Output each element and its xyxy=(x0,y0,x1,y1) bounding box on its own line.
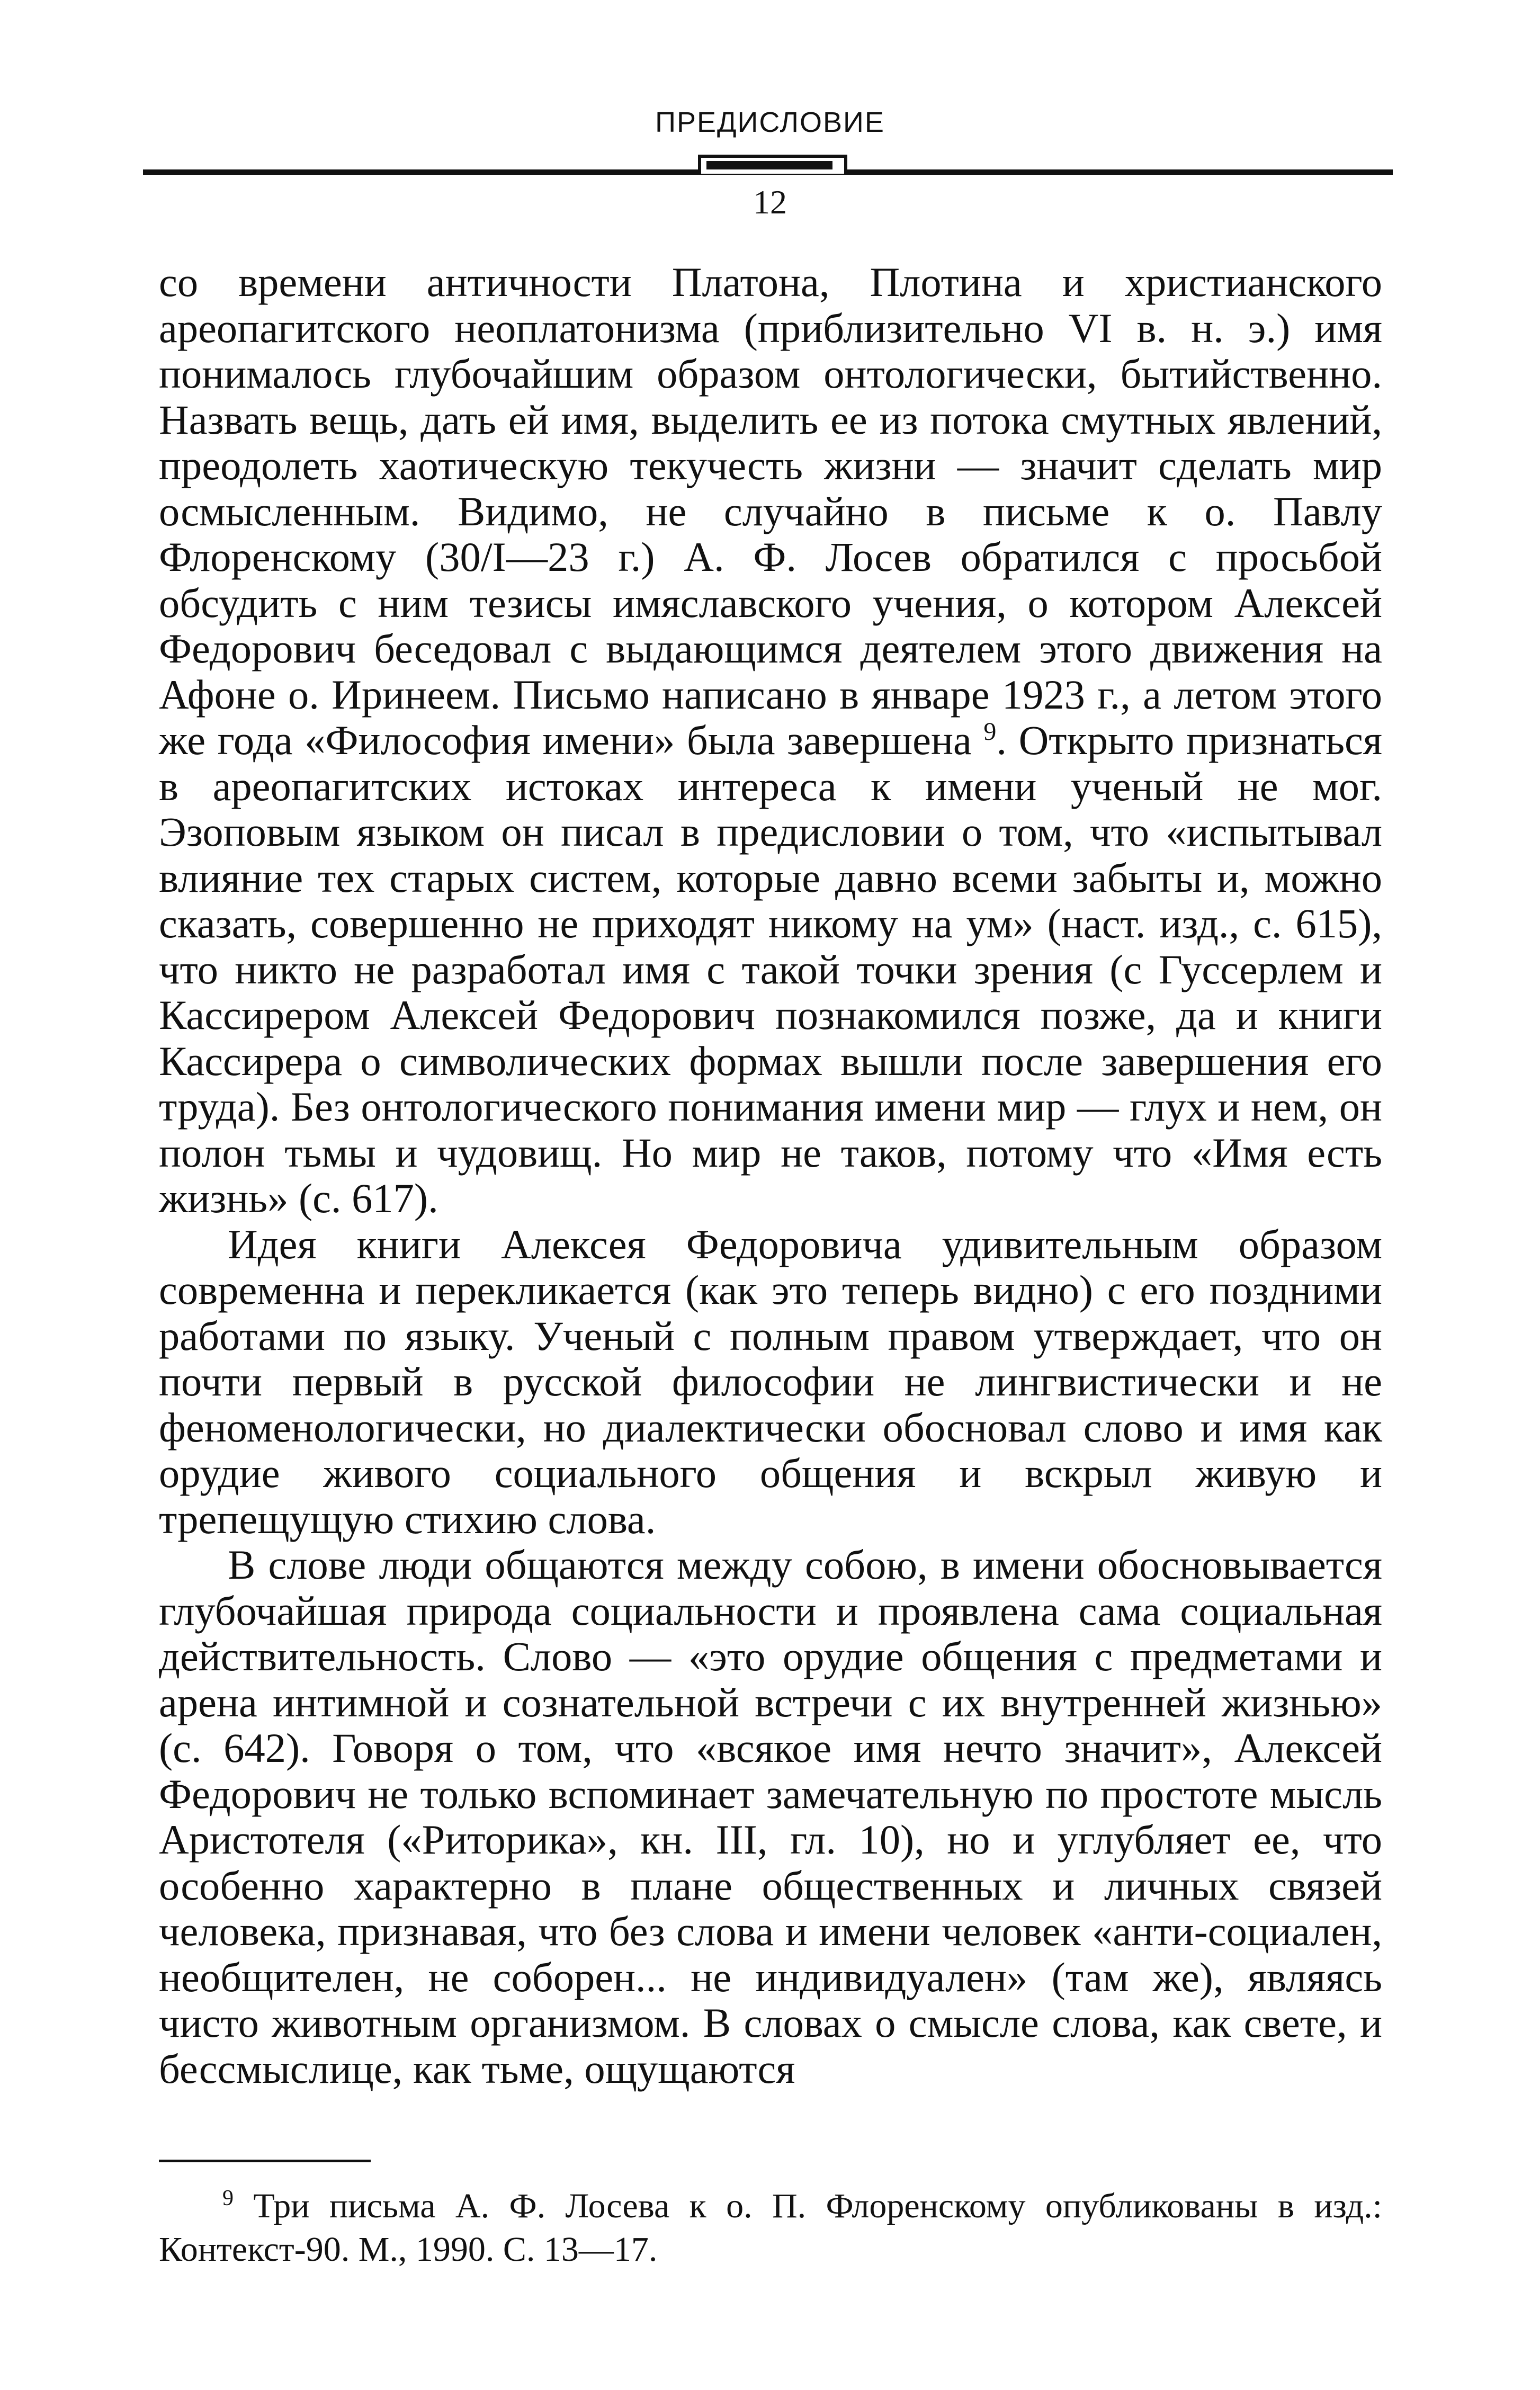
footnote-reference: 9 xyxy=(983,717,997,746)
body-text xyxy=(159,259,1382,2092)
running-head: ПРЕДИСЛОВИЕ xyxy=(655,106,885,138)
footnote xyxy=(159,2185,1382,2271)
paragraph-1-part-1: со времени античности Платона, Плотина и христианского ареопагитского неоплатонизма (приблизительно VI в. н. э.) имя понималось глубочайшим образом онтологически, бытийственно. Назвать вещь, дать ей имя, выделить ее из потока смутных явлений, преодолеть хаотическую текучесть жизни — значит сделать мир осмысленным. Видимо, не случайно в письме к о. Павлу Флоренскому (30/I—23 г.) А. Ф. Лосев обратился с просьбой обсудить с ним тезисы имяславского учения, о котором Алексей Федорович беседовал с выдающимся деятелем этого движения на Афоне о. Иринеем. Письмо написано в январе 1923 г., а летом этого же года «Философия имени» была завершена xyxy=(159,259,1382,763)
header-rule-tab-fill xyxy=(706,161,832,169)
page-number: 12 xyxy=(753,183,787,221)
footnote-text xyxy=(159,2185,1382,2271)
paragraph-1 xyxy=(159,259,1382,1222)
footnote-body: Три письма А. Ф. Лосева к о. П. Флоренскому опубликованы в изд.: Контекст-90. М., 1990. С. 13—17. xyxy=(159,2187,1382,2269)
paragraph-1-part-2: . Открыто признаться в ареопагитских истоках интереса к имени ученый не мог. Эзоповым языком он писал в предисловии о том, что «испытывал влияние тех старых систем, которые давно всеми забыты и, можно сказать, совершенно не приходят никому на ум» (наст. изд., с. 615), что никто не разработал имя с такой точки зрения (с Гуссерлем и Кассирером Алексей Федорович познакомился позже, да и книги Кассирера о символических формах вышли после завершения его труда). Без онтологического понимания имени мир — глух и нем, он полон тьмы и чудовищ. Но мир не таков, потому что «Имя есть жизнь» (с. 617). xyxy=(159,717,1382,1221)
footnote-rule xyxy=(159,2160,371,2162)
paragraph-3: В слове люди общаются между собою, в имени обосновывается глубочайшая природа социальности и проявлена сама социальная действительность. Слово — «это орудие общения с предметами и арена интимной и сознательной встречи с их внутренней жизнью» (с. 642). Говоря о том, что «всякое имя нечто значит», Алексей Федорович не только вспоминает замечательную по простоте мысль Аристотеля («Риторика», кн. III, гл. 10), но и углубляет ее, что особенно характерно в плане общественных и личных связей человека, признавая, что без слова и имени человек «анти-социален, необщителен, не соборен... не индивидуален» (там же), являясь чисто животным организмом. В словах о смысле слова, как свете, и бессмыслице, как тьме, ощущаются xyxy=(159,1542,1382,2092)
paragraph-2: Идея книги Алексея Федоровича удивительным образом современна и перекликается (как это теперь видно) с его поздними работами по языку. Ученый с полным правом утверждает, что он почти первый в русской философии не лингвистически и не феноменологически, но диалектически обосновал слово и имя как орудие живого социального общения и вскрыл живую и трепещущую стихию слова. xyxy=(159,1221,1382,1542)
footnote-mark: 9 xyxy=(222,2186,234,2210)
